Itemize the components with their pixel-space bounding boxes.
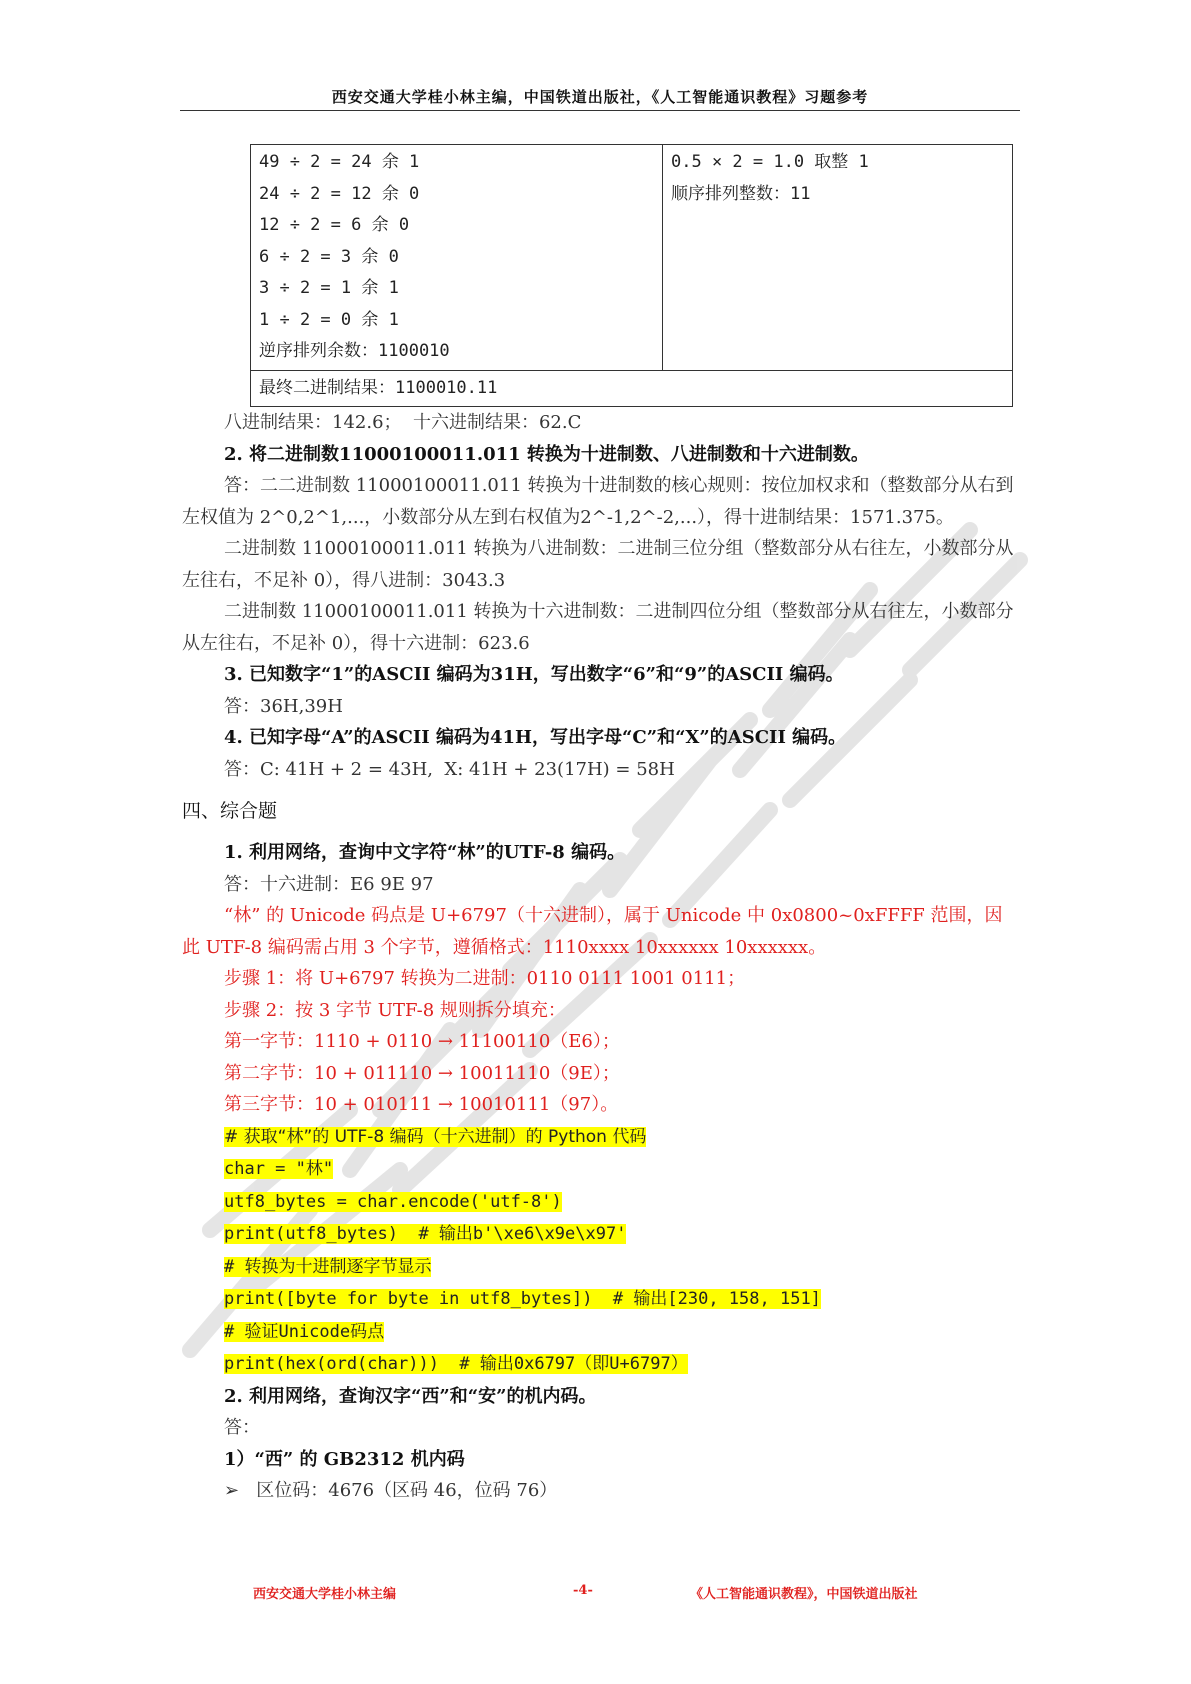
division-step: 6 ÷ 2 = 3 余 0 <box>259 246 399 267</box>
page-header: 西安交通大学桂小林主编，中国铁道出版社，《人工智能通识教程》习题参考 <box>331 88 869 106</box>
division-step: 49 ÷ 2 = 24 余 1 <box>259 152 420 172</box>
ordered-integers: 顺序排列整数：11 <box>671 183 811 204</box>
division-step: 12 ÷ 2 = 6 余 0 <box>259 215 410 235</box>
final-result-cell <box>251 370 1013 407</box>
code-block <box>182 1121 1020 1381</box>
multiply-step: 0.5 × 2 = 1.0 取整 1 <box>671 152 869 172</box>
utf8-step: 第一字节：1110 + 0110 → 11100110（E6）； <box>224 1031 620 1052</box>
arrow-bullet-icon: ➢ <box>224 1480 257 1501</box>
code-line: # 获取“林”的 UTF-8 编码（十六进制）的 Python 代码 <box>224 1126 647 1147</box>
question-3-title: 3. 已知数字“1”的ASCII 编码为31H，写出数字“6”和“9”的ASCII 编码。 <box>224 664 844 685</box>
question-2-title: 2. 将二进制数11000100011.011 转换为十进制数、八进制数和十六进制数。 <box>224 443 869 465</box>
fraction-part-cell <box>663 145 1013 371</box>
footer-right: 《人工智能通识教程》，中国铁道出版社 <box>690 1587 918 1602</box>
question-4-title: 4. 已知字母“A”的ASCII 编码为41H，写出字母“C”和“X”的ASCII 编码。 <box>224 727 847 748</box>
comprehensive-2-answer: 答： <box>224 1417 260 1438</box>
code-line: char = "林" <box>224 1159 334 1179</box>
utf8-step: 步骤 2：按 3 字节 UTF-8 规则拆分填充： <box>224 999 566 1021</box>
question-2-paragraph: 答：二二进制数 11000100011.011 转换为十进制数的核心规则：按位加权求和（整数部分从右到左权值为 2^0,2^1,...，小数部分从左到右权值为2^-1,2^-2,...），得十进制结果：1571.375。 <box>182 475 1014 528</box>
code-line: print(hex(ord(char))) # 输出0x6797（即U+6797） <box>224 1354 688 1374</box>
subheading-xi-gb2312: 1）“西” 的 GB2312 机内码 <box>224 1448 465 1470</box>
reverse-remainders: 逆序排列余数：1100010 <box>259 341 450 361</box>
integer-part-cell <box>251 145 663 371</box>
code-line: # 转换为十进制逐字节显示 <box>224 1256 432 1277</box>
utf8-step: 第三字节：10 + 010111 → 10010111（97）。 <box>224 1094 619 1115</box>
question-2-paragraph: 二进制数 11000100011.011 转换为十六进制数：二进制四位分组（整数部分从右往左，小数部分从左往右，不足补 0），得十六进制：623.6 <box>182 601 1014 654</box>
header-rule <box>180 110 1020 111</box>
document-body <box>182 144 1020 1507</box>
comprehensive-1-title: 1. 利用网络，查询中文字符“林”的UTF-8 编码。 <box>224 842 626 863</box>
utf8-step: 步骤 1：将 U+6797 转换为二进制：0110 0111 1001 0111； <box>224 968 746 989</box>
octal-hex-result: 八进制结果：142.6； 十六进制结果：62.C <box>224 412 582 433</box>
code-line: print(utf8_bytes) # 输出b'\xe6\x9e\x97' <box>224 1224 627 1244</box>
section-heading: 四、综合题 <box>182 800 278 822</box>
utf8-explanation: “林” 的 Unicode 码点是 U+6797（十六进制），属于 Unicode 中 0x0800~0xFFFF 范围，因此 UTF-8 编码需占用 3 个字节，遵循格式：1110xxxx 10xxxxxx 10xxxxxx。 <box>182 905 1003 958</box>
comprehensive-1-answer: 答：十六进制：E6 9E 97 <box>224 873 434 895</box>
footer-page-number: -4- <box>573 1583 593 1598</box>
division-step: 24 ÷ 2 = 12 余 0 <box>259 183 420 204</box>
footer-left: 西安交通大学桂小林主编 <box>253 1587 397 1602</box>
question-3-answer: 答：36H,39H <box>224 695 343 717</box>
code-line: utf8_bytes = char.encode('utf-8') <box>224 1191 562 1212</box>
question-4-answer: 答：C: 41H + 2 = 43H, X: 41H + 23(17H) = 58H <box>224 758 675 780</box>
code-line: print([byte for byte in utf8_bytes]) # 输出[230, 158, 151] <box>224 1289 821 1309</box>
conversion-table <box>250 144 1013 407</box>
utf8-step: 第二字节：10 + 011110 → 10011110（9E）； <box>224 1062 620 1084</box>
bullet-text: 区位码：4676（区码 46，位码 76） <box>256 1480 558 1501</box>
final-binary-result: 最终二进制结果：1100010.11 <box>259 377 498 398</box>
division-step: 3 ÷ 2 = 1 余 1 <box>259 278 399 298</box>
question-2-paragraph: 二进制数 11000100011.011 转换为八进制数：二进制三位分组（整数部分从右往左，小数部分从左往右，不足补 0），得八进制：3043.3 <box>182 538 1014 591</box>
division-step: 1 ÷ 2 = 0 余 1 <box>259 309 399 330</box>
bullet-item <box>182 1475 1020 1507</box>
comprehensive-2-title: 2. 利用网络，查询汉字“西”和“安”的机内码。 <box>224 1385 597 1407</box>
code-line: # 验证Unicode码点 <box>224 1321 385 1342</box>
